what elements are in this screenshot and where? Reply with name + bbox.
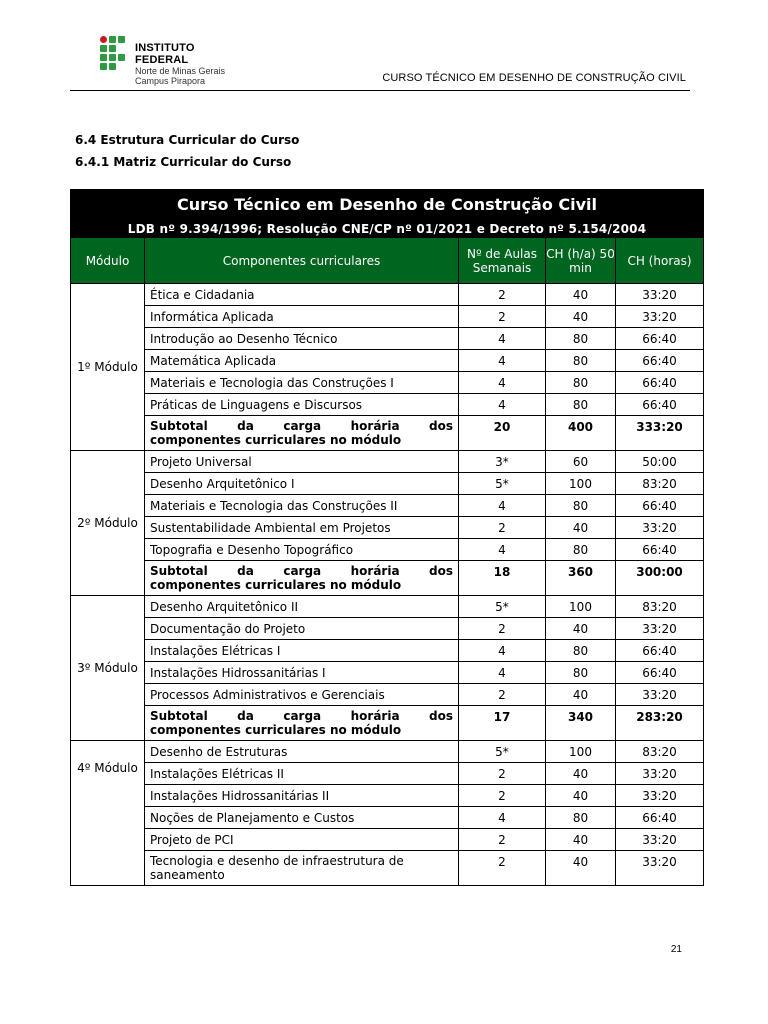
table-row bbox=[71, 372, 704, 394]
table-row bbox=[71, 495, 704, 517]
subtotal-row bbox=[71, 561, 704, 596]
ch-horas-value: 33:20 bbox=[616, 284, 704, 306]
table-row bbox=[71, 618, 704, 640]
table-row bbox=[71, 473, 704, 495]
aulas-value: 4 bbox=[459, 495, 546, 517]
component-name: Desenho Arquitetônico II bbox=[145, 596, 459, 618]
ch-ha-value: 80 bbox=[546, 662, 616, 684]
table-row bbox=[71, 807, 704, 829]
ch-ha-value: 40 bbox=[546, 517, 616, 539]
aulas-value: 4 bbox=[459, 539, 546, 561]
ch-ha-value: 40 bbox=[546, 684, 616, 706]
ch-horas-value: 66:40 bbox=[616, 640, 704, 662]
subtotal-ch-ha: 340 bbox=[546, 706, 616, 741]
module-label: 2º Módulo bbox=[71, 451, 145, 596]
page-number: 21 bbox=[670, 944, 682, 955]
module-label: 3º Módulo bbox=[71, 596, 145, 741]
table-row bbox=[71, 306, 704, 328]
ch-horas-value: 33:20 bbox=[616, 829, 704, 851]
table-row bbox=[71, 640, 704, 662]
ch-ha-value: 80 bbox=[546, 328, 616, 350]
aulas-value: 4 bbox=[459, 807, 546, 829]
ch-horas-value: 66:40 bbox=[616, 350, 704, 372]
aulas-value: 2 bbox=[459, 763, 546, 785]
component-name: Instalações Elétricas I bbox=[145, 640, 459, 662]
component-name: Introdução ao Desenho Técnico bbox=[145, 328, 459, 350]
table-row bbox=[71, 785, 704, 807]
table-title: Curso Técnico em Desenho de Construção Civil bbox=[71, 190, 704, 220]
aulas-value: 4 bbox=[459, 640, 546, 662]
curriculum-table bbox=[70, 189, 704, 886]
ch-ha-value: 60 bbox=[546, 451, 616, 473]
ch-ha-value: 40 bbox=[546, 785, 616, 807]
component-name: Documentação do Projeto bbox=[145, 618, 459, 640]
ch-horas-value: 33:20 bbox=[616, 618, 704, 640]
aulas-value: 5* bbox=[459, 596, 546, 618]
subsection-heading: 6.4.1 Matriz Curricular do Curso bbox=[75, 155, 292, 169]
col-header-ch-ha: CH (h/a) 50 min bbox=[546, 238, 616, 284]
subtotal-aulas: 17 bbox=[459, 706, 546, 741]
table-row bbox=[71, 350, 704, 372]
col-header-aulas: Nº de Aulas Semanais bbox=[459, 238, 546, 284]
subtotal-label: Subtotal da carga horária dos componentes curriculares no módulo bbox=[145, 706, 459, 741]
component-name: Instalações Hidrossanitárias I bbox=[145, 662, 459, 684]
table-row bbox=[71, 763, 704, 785]
aulas-value: 2 bbox=[459, 284, 546, 306]
ch-horas-value: 66:40 bbox=[616, 495, 704, 517]
aulas-value: 4 bbox=[459, 662, 546, 684]
subtotal-label: Subtotal da carga horária dos componentes curriculares no módulo bbox=[145, 416, 459, 451]
component-name: Processos Administrativos e Gerenciais bbox=[145, 684, 459, 706]
ch-ha-value: 40 bbox=[546, 284, 616, 306]
aulas-value: 4 bbox=[459, 328, 546, 350]
ch-horas-value: 66:40 bbox=[616, 394, 704, 416]
table-row bbox=[71, 284, 704, 306]
ch-horas-value: 50:00 bbox=[616, 451, 704, 473]
ch-ha-value: 100 bbox=[546, 596, 616, 618]
table-row bbox=[71, 451, 704, 473]
component-name: Noções de Planejamento e Custos bbox=[145, 807, 459, 829]
ch-ha-value: 80 bbox=[546, 350, 616, 372]
ch-ha-value: 80 bbox=[546, 372, 616, 394]
ch-horas-value: 33:20 bbox=[616, 517, 704, 539]
institution-name: INSTITUTO FEDERAL bbox=[135, 42, 195, 66]
component-name: Desenho de Estruturas bbox=[145, 741, 459, 763]
aulas-value: 2 bbox=[459, 517, 546, 539]
ch-horas-value: 66:40 bbox=[616, 328, 704, 350]
table-row bbox=[71, 741, 704, 763]
ch-ha-value: 80 bbox=[546, 539, 616, 561]
ch-horas-value: 66:40 bbox=[616, 539, 704, 561]
subtotal-ch-horas: 283:20 bbox=[616, 706, 704, 741]
component-name: Matemática Aplicada bbox=[145, 350, 459, 372]
ch-horas-value: 66:40 bbox=[616, 372, 704, 394]
table-row bbox=[71, 851, 704, 886]
ch-ha-value: 80 bbox=[546, 394, 616, 416]
table-row bbox=[71, 517, 704, 539]
subtotal-ch-horas: 333:20 bbox=[616, 416, 704, 451]
aulas-value: 2 bbox=[459, 785, 546, 807]
component-name: Práticas de Linguagens e Discursos bbox=[145, 394, 459, 416]
aulas-value: 3* bbox=[459, 451, 546, 473]
module-label: 4º Módulo bbox=[71, 741, 145, 886]
institution-logo bbox=[100, 36, 250, 86]
subtotal-row bbox=[71, 706, 704, 741]
ch-ha-value: 80 bbox=[546, 640, 616, 662]
subtotal-label: Subtotal da carga horária dos componentes curriculares no módulo bbox=[145, 561, 459, 596]
component-name: Instalações Elétricas II bbox=[145, 763, 459, 785]
subtotal-aulas: 20 bbox=[459, 416, 546, 451]
ch-horas-value: 66:40 bbox=[616, 807, 704, 829]
table-row bbox=[71, 684, 704, 706]
course-header: CURSO TÉCNICO EM DESENHO DE CONSTRUÇÃO CIVIL bbox=[382, 72, 686, 84]
ch-horas-value: 83:20 bbox=[616, 596, 704, 618]
component-name: Sustentabilidade Ambiental em Projetos bbox=[145, 517, 459, 539]
ch-horas-value: 66:40 bbox=[616, 662, 704, 684]
component-name: Tecnologia e desenho de infraestrutura de saneamento bbox=[145, 851, 459, 886]
subtotal-row bbox=[71, 416, 704, 451]
ch-horas-value: 33:20 bbox=[616, 785, 704, 807]
table-subtitle: LDB nº 9.394/1996; Resolução CNE/CP nº 01/2021 e Decreto nº 5.154/2004 bbox=[71, 220, 704, 238]
aulas-value: 2 bbox=[459, 306, 546, 328]
ch-ha-value: 100 bbox=[546, 473, 616, 495]
ch-horas-value: 33:20 bbox=[616, 763, 704, 785]
subtotal-aulas: 18 bbox=[459, 561, 546, 596]
component-name: Materiais e Tecnologia das Construções I bbox=[145, 372, 459, 394]
ch-horas-value: 83:20 bbox=[616, 473, 704, 495]
ch-ha-value: 40 bbox=[546, 306, 616, 328]
component-name: Informática Aplicada bbox=[145, 306, 459, 328]
col-header-modulo: Módulo bbox=[71, 238, 145, 284]
table-row bbox=[71, 394, 704, 416]
component-name: Desenho Arquitetônico I bbox=[145, 473, 459, 495]
ch-ha-value: 80 bbox=[546, 807, 616, 829]
header-divider bbox=[70, 90, 690, 91]
component-name: Ética e Cidadania bbox=[145, 284, 459, 306]
logo-mark-icon bbox=[100, 36, 128, 72]
table-row bbox=[71, 596, 704, 618]
col-header-ch-horas: CH (horas) bbox=[616, 238, 704, 284]
aulas-value: 4 bbox=[459, 350, 546, 372]
ch-ha-value: 40 bbox=[546, 618, 616, 640]
ch-ha-value: 100 bbox=[546, 741, 616, 763]
subtotal-ch-horas: 300:00 bbox=[616, 561, 704, 596]
table-row bbox=[71, 328, 704, 350]
aulas-value: 5* bbox=[459, 741, 546, 763]
col-header-componentes: Componentes curriculares bbox=[145, 238, 459, 284]
subtotal-ch-ha: 400 bbox=[546, 416, 616, 451]
institution-campus: Campus Pirapora bbox=[135, 76, 206, 86]
table-row bbox=[71, 539, 704, 561]
aulas-value: 5* bbox=[459, 473, 546, 495]
ch-ha-value: 80 bbox=[546, 495, 616, 517]
aulas-value: 4 bbox=[459, 394, 546, 416]
aulas-value: 4 bbox=[459, 372, 546, 394]
component-name: Projeto Universal bbox=[145, 451, 459, 473]
table-row bbox=[71, 662, 704, 684]
ch-ha-value: 40 bbox=[546, 851, 616, 886]
aulas-value: 2 bbox=[459, 684, 546, 706]
component-name: Projeto de PCI bbox=[145, 829, 459, 851]
ch-horas-value: 83:20 bbox=[616, 741, 704, 763]
aulas-value: 2 bbox=[459, 829, 546, 851]
component-name: Topografia e Desenho Topográfico bbox=[145, 539, 459, 561]
ch-horas-value: 33:20 bbox=[616, 851, 704, 886]
section-heading: 6.4 Estrutura Curricular do Curso bbox=[75, 133, 300, 147]
subtotal-ch-ha: 360 bbox=[546, 561, 616, 596]
component-name: Instalações Hidrossanitárias II bbox=[145, 785, 459, 807]
ch-ha-value: 40 bbox=[546, 763, 616, 785]
module-label: 1º Módulo bbox=[71, 284, 145, 451]
component-name: Materiais e Tecnologia das Construções II bbox=[145, 495, 459, 517]
ch-horas-value: 33:20 bbox=[616, 306, 704, 328]
aulas-value: 2 bbox=[459, 618, 546, 640]
table-row bbox=[71, 829, 704, 851]
institution-subtitle: Norte de Minas Gerais bbox=[135, 66, 226, 76]
ch-ha-value: 40 bbox=[546, 829, 616, 851]
aulas-value: 2 bbox=[459, 851, 546, 886]
ch-horas-value: 33:20 bbox=[616, 684, 704, 706]
